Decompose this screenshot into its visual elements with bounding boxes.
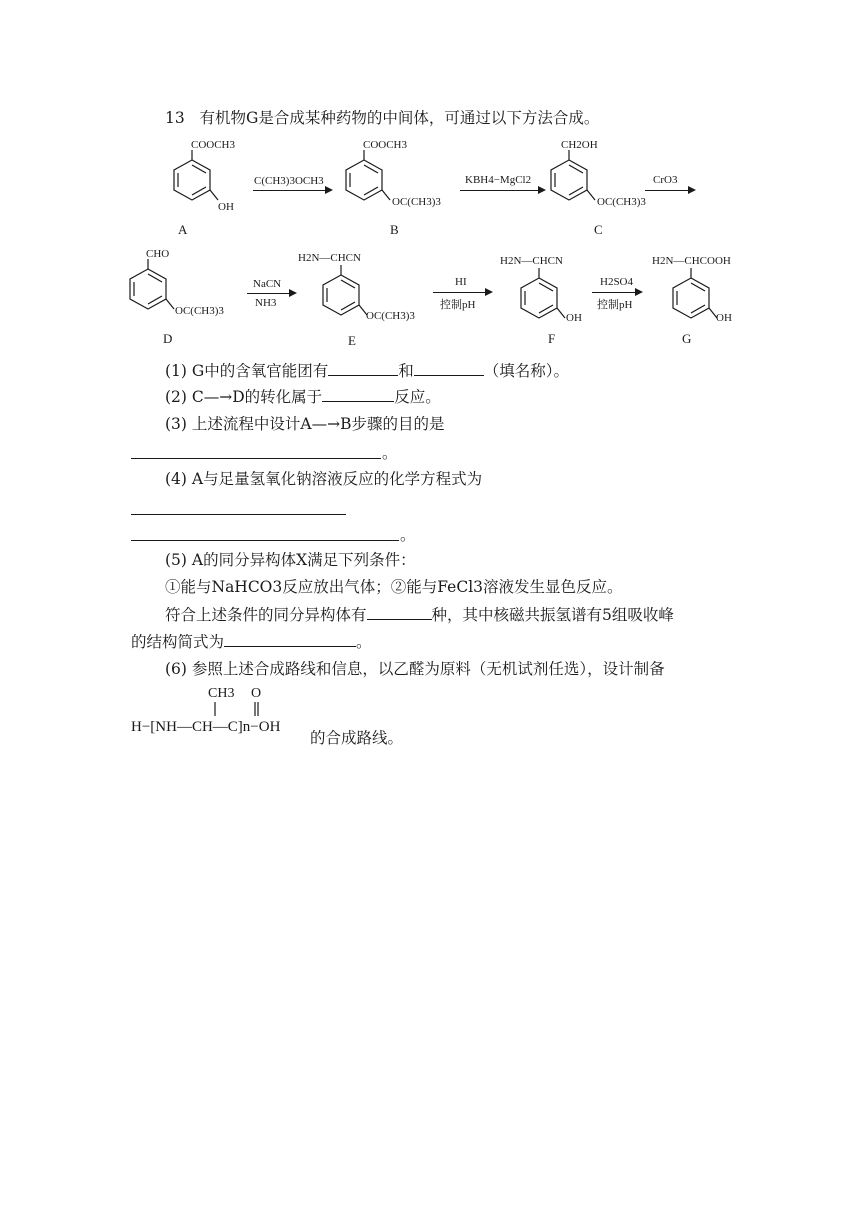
part-1-text-a: (1) G中的含氧官能团有 [165,362,329,380]
compound-f-sub-group: OH [566,312,582,324]
compound-a-top-group: COOCH3 [191,139,236,151]
part-2-text-c: 反应。 [394,388,441,406]
compound-f-label: F [548,331,556,346]
part-5-line-c [131,632,372,652]
compound-g-label: G [682,331,692,346]
compound-c-label: C [594,222,603,237]
part-6-end: 的合成路线。 [310,729,404,747]
question-number: 13 [165,109,185,127]
answer-blank-1a[interactable] [328,361,398,376]
answer-blank-1b[interactable] [414,361,484,376]
reaction-arrow-icon: —→ [311,415,341,433]
part-5-text-c2: 。 [356,633,372,651]
compound-g-top-group: H2N—CHCOOH [652,255,731,267]
reagent-c-d: CrO3 [653,174,678,186]
part-5-intro: (5) A的同分异构体X满足下列条件： [165,551,416,569]
compound-c-sub-group: OC(CH3)3 [597,196,646,208]
part-2 [165,387,441,407]
answer-blank-5b[interactable] [224,632,356,647]
part-4-end: 。 [400,526,416,544]
part-1-text-c: （填名称）。 [483,362,570,380]
compound-c-top-group: CH2OH [561,139,598,151]
part-5-text-c1: 的结构简式为 [131,633,225,651]
reagent-a-b: C(CH3)3OCH3 [254,175,324,187]
part-5-conditions: ①能与NaHCO3反应放出气体；②能与FeCl3溶液发生显色反应。 [165,578,623,596]
polymer-ch3: CH3 [208,686,235,701]
compound-g-sub-group: OH [716,312,732,324]
compound-f-top-group: H2N—CHCN [500,255,563,267]
compound-e-top-group: H2N—CHCN [298,252,361,264]
compound-a-sub-group: OH [218,201,234,213]
answer-line-4b[interactable] [131,540,399,541]
reagent-f-g-bottom: 控制pH [597,299,633,311]
part-1-text-b: 和 [398,362,414,380]
part-2-text-b: D的转化属于 [232,388,323,406]
part-3 [165,414,444,434]
polymer-main-chain: H−[NH—CH—C]n−OH [131,719,281,735]
polymer-bonds [205,700,265,720]
polymer-oxygen: O [251,686,262,701]
part-4: (4) A与足量氢氧化钠溶液反应的化学方程式为 [165,470,483,488]
compound-a-label: A [178,222,188,237]
part-3-text-a: (3) 上述流程中设计A [165,415,312,433]
part-3-text-b: B步骤的目的是 [340,415,445,433]
part-5-text-b2: 种，其中核磁共振氢谱有5组吸收峰 [431,606,674,624]
answer-blank-5a[interactable] [367,605,432,620]
compound-d-sub-group: OC(CH3)3 [175,305,224,317]
compound-b-top-group: COOCH3 [363,139,408,151]
reagent-d-e-bottom: NH3 [255,297,277,309]
part-2-text-a: (2) C [165,388,204,406]
answer-blank-2[interactable] [322,387,394,402]
compound-d-top-group: CHO [146,248,170,260]
answer-line-3[interactable] [131,458,381,459]
reagent-d-e-top: NaCN [253,278,282,290]
compound-e-label: E [348,333,356,348]
compound-b-label: B [390,222,399,237]
compound-b-sub-group: OC(CH3)3 [392,196,441,208]
question-text: 有机物G是合成某种药物的中间体，可通过以下方法合成。 [199,109,600,127]
reagent-b-c: KBH4−MgCl2 [465,174,532,186]
compound-d-label: D [163,331,173,346]
part-3-end: 。 [382,444,398,462]
part-1 [165,361,569,381]
reagent-e-f-bottom: 控制pH [440,299,476,311]
part-6: (6) 参照上述合成路线和信息，以乙醛为原料（无机试剂任选），设计制备 [165,660,665,678]
reaction-arrow-icon: —→ [203,388,233,406]
question-stem [165,108,599,128]
part-5-line-b [165,605,674,625]
reagent-e-f-top: HI [455,276,467,288]
answer-line-4a[interactable] [131,514,346,515]
part-5-text-b1: 符合上述条件的同分异构体有 [165,606,367,624]
reagent-f-g-top: H2SO4 [600,276,634,288]
compound-e-sub-group: OC(CH3)3 [366,310,415,322]
